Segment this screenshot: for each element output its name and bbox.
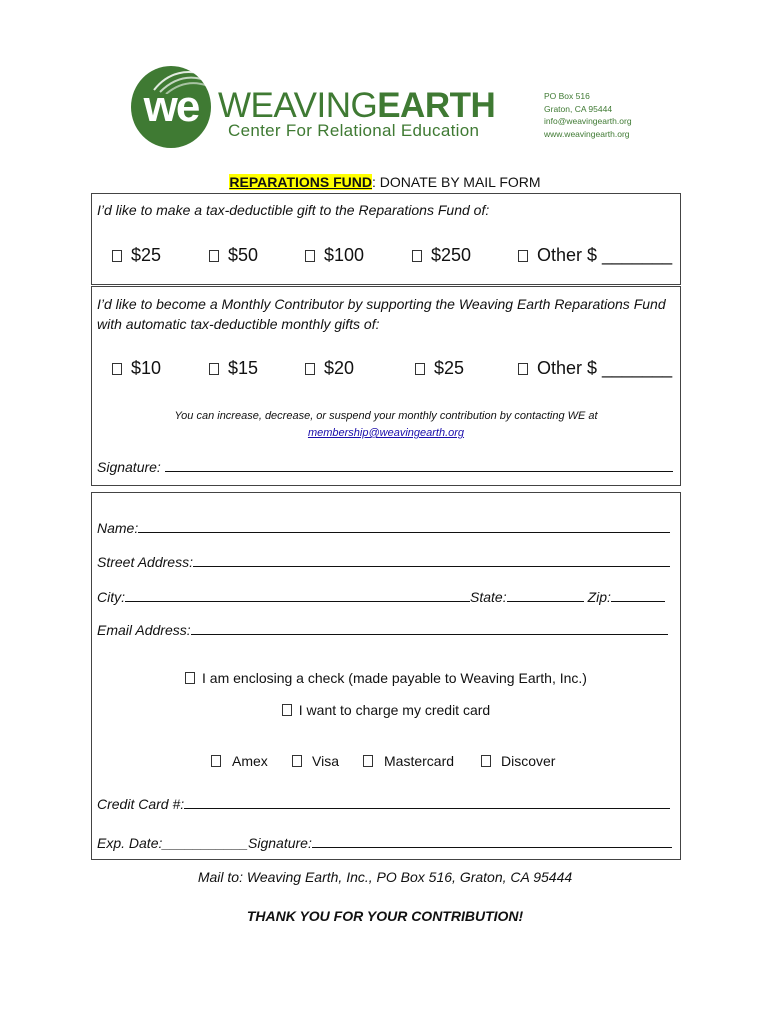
checkbox[interactable] <box>518 363 528 375</box>
check-option-label: I am enclosing a check (made payable to Weaving Earth, Inc.) <box>202 670 587 686</box>
one-time-option-100[interactable] <box>305 245 364 266</box>
option-label: $10 <box>131 358 162 378</box>
card-number-row <box>97 796 670 812</box>
option-label: $25 <box>434 358 465 378</box>
checkbox[interactable] <box>412 250 422 262</box>
checkbox[interactable] <box>363 755 373 767</box>
exp-row <box>97 835 672 851</box>
monthly-option-other[interactable] <box>518 358 672 379</box>
checkbox[interactable] <box>282 704 292 716</box>
name-field[interactable] <box>138 520 670 533</box>
address-email: info@weavingearth.org <box>544 116 632 126</box>
monthly-prompt-line: with automatic tax-deductible monthly gifts of: <box>97 316 380 332</box>
checkbox[interactable] <box>305 363 315 375</box>
option-label: $50 <box>228 245 259 265</box>
card-option-label: I want to charge my credit card <box>298 702 491 718</box>
email-row <box>97 622 668 638</box>
membership-email-link[interactable]: membership@weavingearth.org <box>307 427 465 439</box>
option-label: $15 <box>228 358 259 378</box>
state-label: State: <box>470 589 507 605</box>
checkbox[interactable] <box>209 250 219 262</box>
option-label: $250 <box>431 245 472 265</box>
card-label: Discover <box>501 753 556 769</box>
checkbox[interactable] <box>415 363 425 375</box>
state-field[interactable] <box>507 589 584 602</box>
name-label: Name: <box>97 520 139 536</box>
monthly-signature-row <box>97 459 673 475</box>
monthly-note: You can increase, decrease, or suspend your monthly contribution by contacting WE at <box>174 410 598 422</box>
checkbox[interactable] <box>481 755 491 767</box>
mail-to: Mail to: Weaving Earth, Inc., PO Box 516, Graton, CA 95444 <box>197 869 573 885</box>
form-title-fund: REPARATIONS FUND <box>229 174 373 190</box>
option-label: $25 <box>131 245 162 265</box>
address-line: Graton, CA 95444 <box>544 103 613 114</box>
form-title <box>0 174 770 190</box>
email-field[interactable] <box>191 622 668 635</box>
monthly-option-25[interactable] <box>415 358 464 379</box>
address-website: www.weavingearth.org <box>544 128 630 139</box>
street-field[interactable] <box>193 554 670 567</box>
checkbox[interactable] <box>292 755 302 767</box>
check-option[interactable] <box>91 670 681 686</box>
monthly-prompt-line: I’d like to become a Monthly Contributor by supporting the Weaving Earth Reparations Fund <box>97 296 666 312</box>
city-row <box>97 589 665 605</box>
option-label: Other $ _______ <box>537 245 673 265</box>
org-address <box>544 90 632 140</box>
exp-field[interactable]: ___________ <box>162 835 249 851</box>
card-number-label: Credit Card #: <box>97 796 185 812</box>
checkbox[interactable] <box>209 363 219 375</box>
option-label: $100 <box>324 245 365 265</box>
checkbox[interactable] <box>185 672 195 684</box>
address-line: PO Box 516 <box>544 91 590 101</box>
logo-tagline: Center For Relational Education <box>228 121 480 140</box>
checkbox[interactable] <box>305 250 315 262</box>
logo-name-light: WEAVING <box>218 86 378 125</box>
city-label: City: <box>97 589 125 605</box>
card-mastercard[interactable] <box>363 753 454 769</box>
thank-you: THANK YOU FOR YOUR CONTRIBUTION! <box>246 908 524 924</box>
checkbox[interactable] <box>112 250 122 262</box>
card-label: Amex <box>232 753 268 769</box>
one-time-option-50[interactable] <box>209 245 258 266</box>
email-label: Email Address: <box>97 622 191 638</box>
signature-label: Signature: <box>97 459 161 475</box>
option-label: $20 <box>324 358 355 378</box>
street-row <box>97 554 670 570</box>
option-label: Other $ _______ <box>537 358 673 378</box>
monthly-option-10[interactable] <box>112 358 161 379</box>
monthly-option-15[interactable] <box>209 358 258 379</box>
exp-label: Exp. Date: <box>97 835 163 851</box>
logo-mark: we <box>143 82 199 131</box>
one-time-prompt: I’d like to make a tax-deductible gift to the Reparations Fund of: <box>97 202 490 218</box>
zip-field[interactable] <box>611 589 665 602</box>
signature-field[interactable] <box>165 459 673 472</box>
checkbox[interactable] <box>211 755 221 767</box>
monthly-prompt <box>97 294 666 334</box>
logo-name <box>218 86 495 126</box>
street-label: Street Address: <box>97 554 193 570</box>
card-number-field[interactable] <box>184 796 670 809</box>
logo-name-bold: EARTH <box>377 86 496 125</box>
card-amex[interactable] <box>211 753 268 769</box>
card-discover[interactable] <box>481 753 555 769</box>
zip-label: Zip: <box>587 589 611 605</box>
card-option[interactable] <box>91 702 681 718</box>
city-field[interactable] <box>125 589 470 602</box>
form-title-rest: : DONATE BY MAIL FORM <box>372 174 541 190</box>
card-label: Mastercard <box>384 753 455 769</box>
card-label: Visa <box>312 753 339 769</box>
monthly-option-20[interactable] <box>305 358 354 379</box>
one-time-option-other[interactable] <box>518 245 672 266</box>
card-visa[interactable] <box>292 753 339 769</box>
checkbox[interactable] <box>518 250 528 262</box>
name-row <box>97 520 670 536</box>
one-time-option-250[interactable] <box>412 245 471 266</box>
one-time-option-25[interactable] <box>112 245 161 266</box>
signature-field[interactable] <box>312 835 672 848</box>
membership-email-wrap <box>91 427 681 439</box>
signature-label: Signature: <box>248 835 312 851</box>
checkbox[interactable] <box>112 363 122 375</box>
